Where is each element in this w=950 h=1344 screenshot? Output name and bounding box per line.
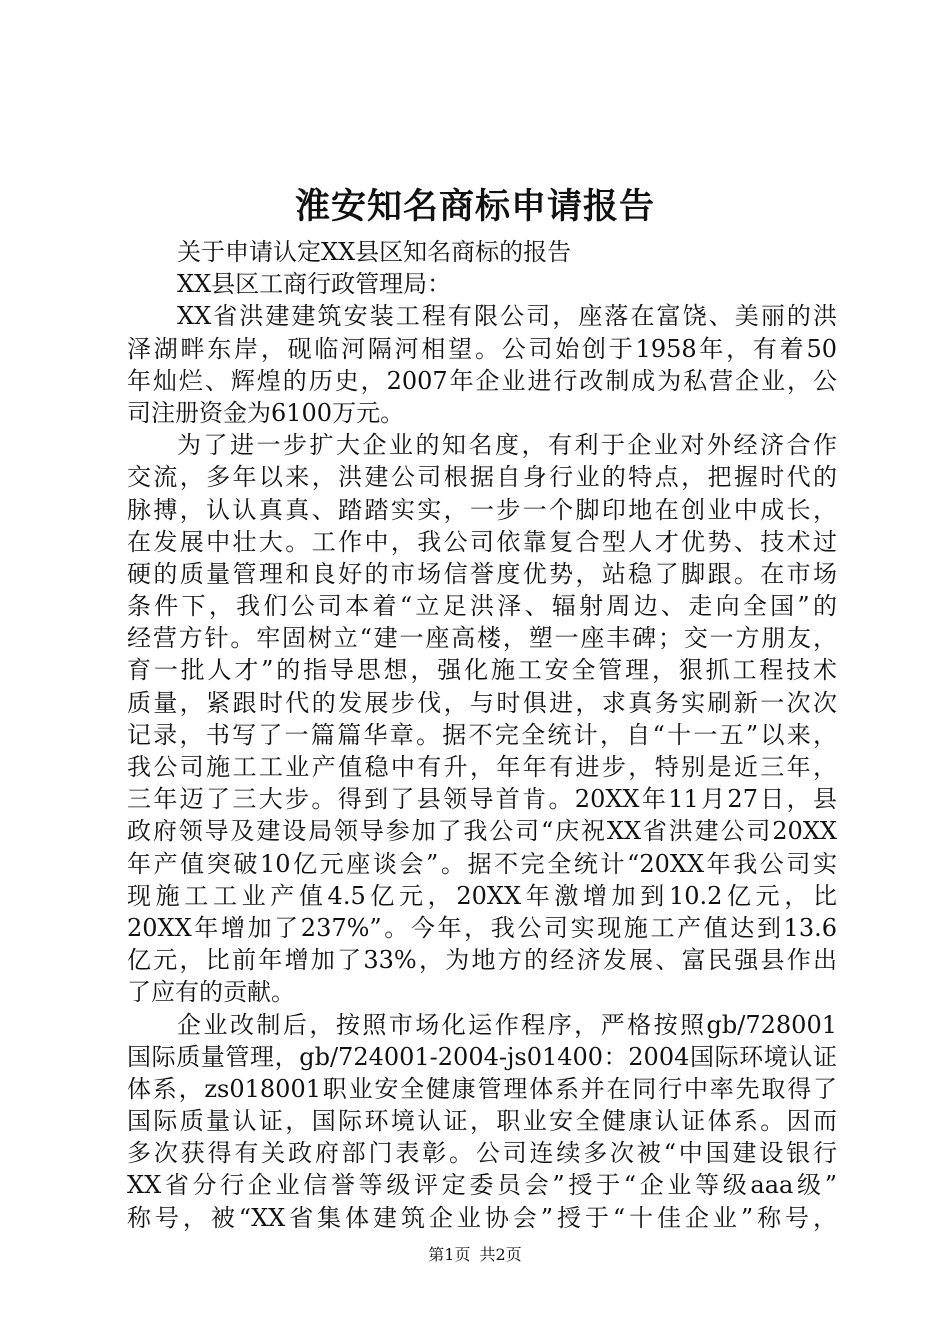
- doc-line: XX省洪建建筑安装工程有限公司，座落在富饶、美丽的洪: [177, 302, 837, 331]
- doc-line: 年灿烂、辉煌的历史，2007年企业进行改制成为私营企业，公: [127, 366, 837, 395]
- doc-line: 了应有的贡献。: [127, 978, 295, 1007]
- doc-line: 条件下，我们公司本着“立足洪泽、辐射周边、走向全国”的: [127, 592, 837, 621]
- doc-line: 我公司施工工业产值稳中有升，年年有进步，特别是近三年，: [127, 753, 837, 781]
- doc-line: 经营方针。牢固树立“建一座高楼，塑一座丰碑；交一方朋友，: [127, 624, 837, 653]
- document-title: 淮安知名商标申请报告: [294, 186, 655, 227]
- doc-line: 体系，zs018001职业安全健康管理体系并在同行中率先取得了: [127, 1074, 837, 1103]
- doc-line: 政府领导及建设局领导参加了我公司“庆祝XX省洪建公司20XX: [127, 817, 837, 846]
- doc-line: 脉搏，认认真真、踏踏实实，一步一个脚印地在创业中成长，: [127, 495, 837, 524]
- doc-line: 育一批人才”的指导思想，强化施工安全管理，狠抓工程技术: [127, 656, 837, 685]
- doc-line: 质量，紧跟时代的发展步伐，与时俱进，求真务实刷新一次次: [127, 688, 837, 717]
- doc-line: 硬的质量管理和良好的市场信誉度优势，站稳了脚跟。在市场: [127, 559, 837, 588]
- doc-line: 多次获得有关政府部门表彰。公司连续多次被“中国建设银行: [127, 1139, 837, 1168]
- doc-line: XX县区工商行政管理局：: [177, 270, 452, 299]
- doc-line: 关于申请认定XX县区知名商标的报告: [177, 238, 572, 266]
- doc-line: 现施工工业产值4.5亿元，20XX年激增加到10.2亿元，比: [127, 881, 837, 910]
- doc-line: 国际质量认证，国际环境认证，职业安全健康认证体系。因而: [127, 1107, 837, 1136]
- doc-line: 企业改制后，按照市场化运作程序，严格按照gb/728001: [177, 1010, 837, 1039]
- doc-line: 三年迈了三大步。得到了县领导首肯。20XX年11月27日，县: [127, 785, 837, 814]
- doc-line: 亿元，比前年增加了33%，为地方的经济发展、富民强县作出: [127, 946, 837, 975]
- doc-line: 交流，多年以来，洪建公司根据自身行业的特点，把握时代的: [127, 463, 837, 492]
- doc-line: 司注册资金为6100万元。: [127, 398, 405, 427]
- doc-line: 泽湖畔东岸，砚临河隔河相望。公司始创于1958年，有着50: [127, 334, 837, 363]
- doc-line: 20XX年增加了237%”。今年，我公司实现施工产值达到13.6: [127, 913, 837, 942]
- doc-line: 为了进一步扩大企业的知名度，有利于企业对外经济合作: [177, 431, 837, 460]
- doc-line: 称号，被“XX省集体建筑企业协会”授于“十佳企业”称号，: [127, 1203, 837, 1232]
- page-number-current: 第1页: [428, 1245, 471, 1264]
- doc-line: 记录，书写了一篇篇华章。据不完全统计，自“十一五”以来，: [127, 720, 837, 749]
- page-footer: [0, 1244, 950, 1266]
- doc-line: 年产值突破10亿元座谈会”。据不完全统计“20XX年我公司实: [127, 849, 837, 878]
- doc-line: 在发展中壮大。工作中，我公司依靠复合型人才优势、技术过: [127, 527, 837, 556]
- page-number-total: 共2页: [479, 1245, 522, 1264]
- document-body: [127, 236, 837, 1234]
- doc-line: 国际质量管理，gb/724001-2004-js01400：2004国际环境认证: [127, 1042, 837, 1071]
- doc-line: XX省分行企业信誉等级评定委员会”授于“企业等级aaa级”: [127, 1171, 837, 1200]
